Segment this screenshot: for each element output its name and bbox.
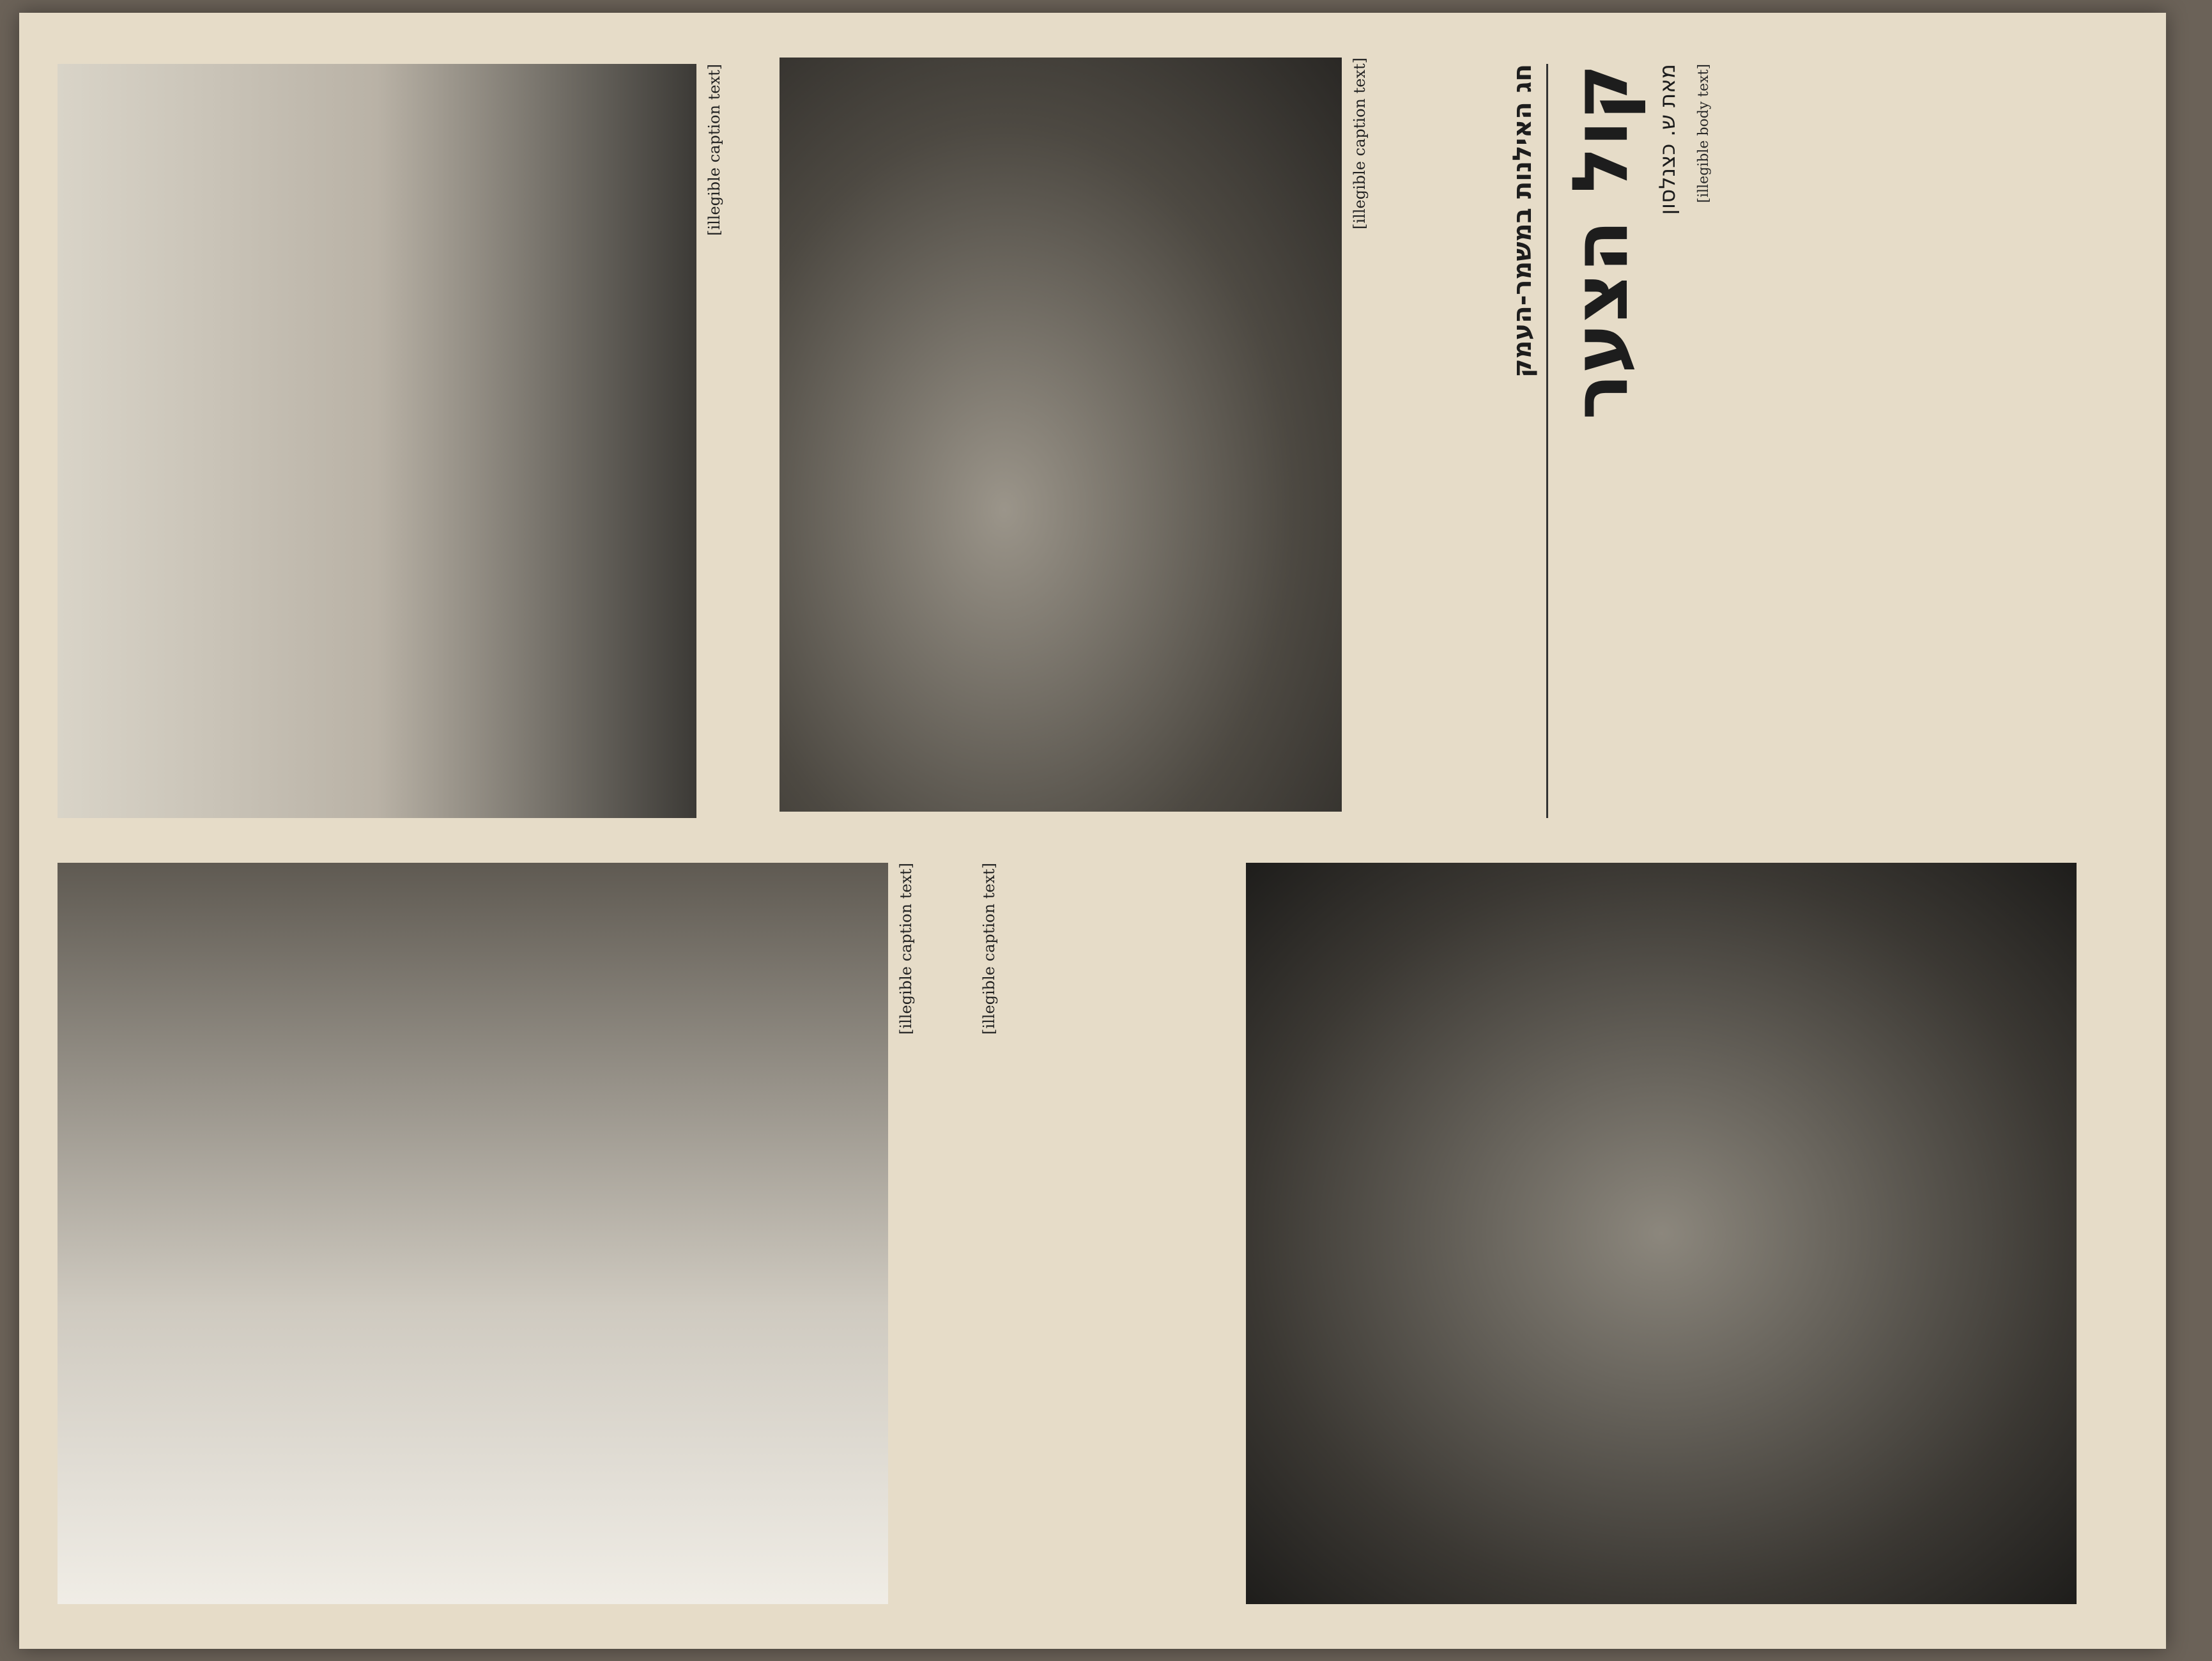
footer-caption: [illegible caption text]: [980, 863, 998, 1035]
byline: מאת ש. כצנלסון: [1655, 64, 1680, 215]
grove-photo: [1246, 863, 2077, 1604]
gathering-photo: [780, 58, 1342, 812]
rotated-content: [19, 13, 2166, 1649]
photo-caption-2: [illegible caption text]: [1351, 58, 1369, 229]
section-rule: [1546, 64, 1548, 818]
magazine-page: [19, 13, 2166, 1649]
article-body: [illegible body text]: [1696, 64, 1712, 203]
landscape-photo: [58, 64, 696, 818]
photo-caption-3: [illegible caption text]: [897, 863, 915, 1035]
section-title: חג האילנות במשמר-העמק: [1508, 64, 1537, 378]
riders-photo: [58, 863, 888, 1604]
photo-caption-1: [illegible caption text]: [705, 64, 723, 236]
headline: קול הצער: [1556, 64, 1645, 420]
